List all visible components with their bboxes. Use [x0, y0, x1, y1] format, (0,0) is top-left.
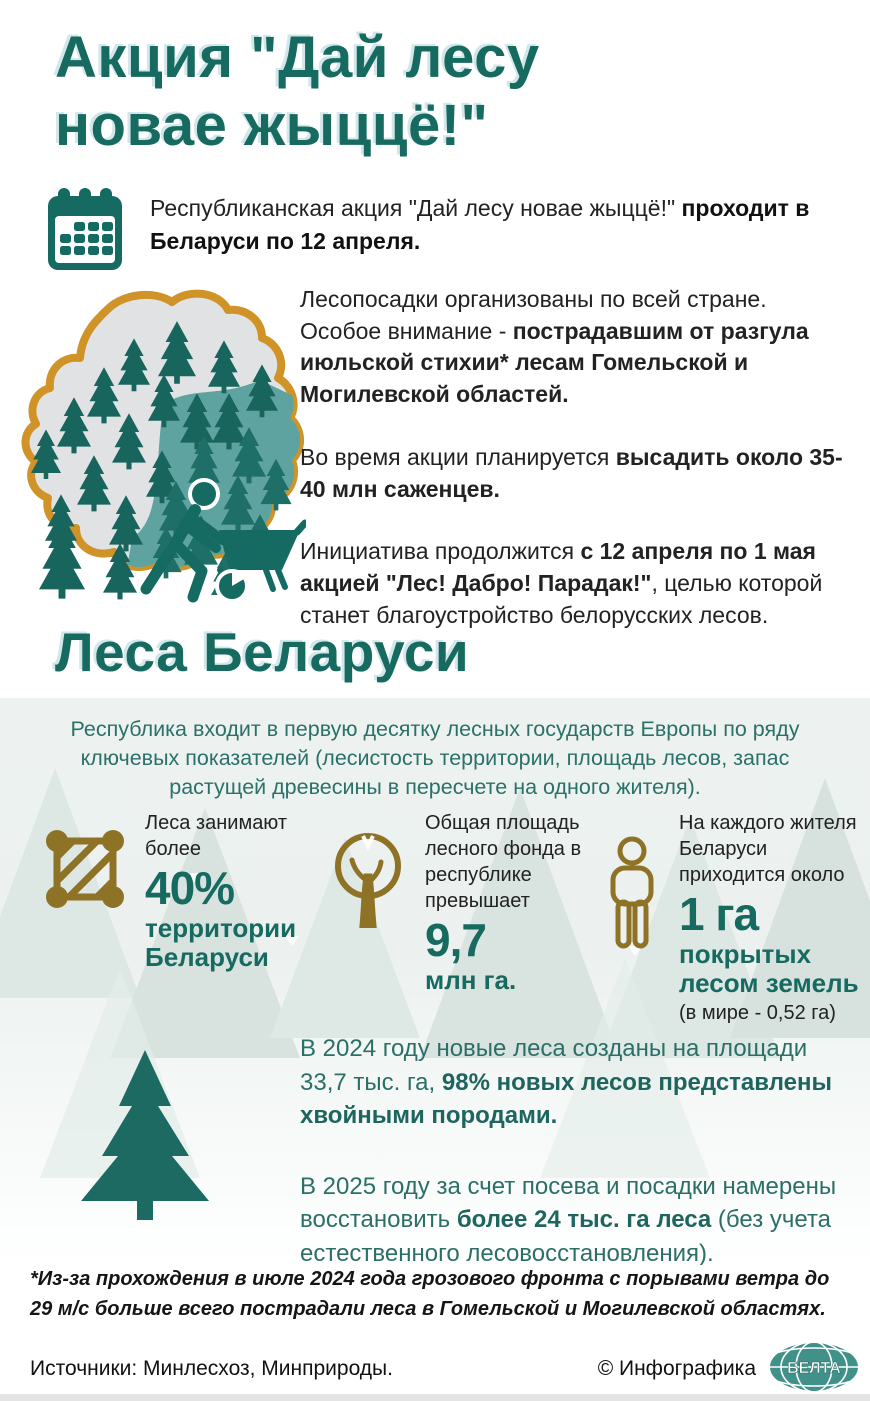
intro-regular: Республиканская акция "Дай лесу новае жыццё!"	[150, 195, 682, 221]
p2-bold: высадить около 35-40 млн саженцев.	[300, 443, 843, 502]
stat-intro: Леса занимают более	[145, 812, 288, 860]
tree-icon	[324, 832, 410, 933]
stat-forest-share	[40, 810, 313, 971]
about-paragraph-1	[300, 284, 848, 411]
stat-value: 9,7	[425, 914, 486, 966]
p1-regular: Лесопосадки организованы по всей стране. Особое внимание -	[300, 286, 767, 344]
intro-row	[46, 186, 846, 277]
intro-bold: проходит в Беларуси по 12 апреля.	[150, 195, 810, 254]
p2-regular: Во время акции планируется	[300, 443, 616, 470]
stat-forest-fund	[324, 810, 593, 995]
fir-tree-icon	[50, 1050, 240, 1227]
page-title-line1: Акция "Дай лесу	[55, 25, 540, 90]
credit-text: © Инфографика	[597, 1357, 756, 1380]
stat-label: территории Беларуси	[145, 913, 297, 972]
fact1-regular: В 2024 году новые леса созданы на площади 33,7 тыс. га,	[300, 1035, 808, 1096]
section-lead: Республика входит в первую десятку лесных государств Европы по ряду ключевых показателей (лесистость территории, площадь лесов, запас растущей древесины в пересчете на одного жителя).	[70, 717, 800, 799]
fact-2025	[300, 1170, 852, 1265]
about-paragraph-2	[300, 442, 848, 505]
stat-per-capita	[600, 810, 870, 1025]
about-paragraph-3	[300, 536, 848, 631]
footer	[30, 1340, 862, 1398]
stat-value: 40%	[145, 862, 235, 914]
p3-regular1: Инициатива продолжится	[300, 538, 581, 565]
area-icon	[40, 824, 130, 919]
credit-group	[598, 1338, 862, 1401]
fact2-bold: более 24 тыс. га леса	[456, 1206, 712, 1234]
page-title-line2: новае жыццё!"	[55, 92, 489, 158]
footnote: *Из-за прохождения в июле 2024 года грозового фронта с порывами ветра до 29 м/с больше всего пострадали леса в Гомельской и Могилевской областях.	[30, 1268, 830, 1320]
section-title: Леса Беларуси	[55, 621, 470, 683]
belarus-map-graphic	[14, 286, 306, 622]
fact1-bold: 98% новых лесов представлены хвойными породами.	[300, 1068, 832, 1130]
belta-logo	[766, 1338, 862, 1401]
calendar-icon	[46, 186, 124, 277]
bottom-divider	[0, 1394, 870, 1401]
fact2-regular2: (без учета естественного лесовосстановления).	[300, 1206, 832, 1265]
stat-note: (в мире - 0,52 га)	[679, 1002, 836, 1025]
stat-value: 1 га	[679, 888, 759, 940]
stat-label: млн га.	[425, 965, 517, 996]
intro-paragraph	[150, 186, 846, 277]
fact-2024	[300, 1032, 852, 1133]
page-title	[55, 24, 540, 160]
p3-regular2: , целью которой станет благоустройство белорусских лесов.	[300, 570, 823, 628]
about-column	[300, 284, 848, 663]
belta-logo-text: БЕЛТА	[787, 1359, 841, 1377]
facts-column	[300, 1032, 852, 1265]
stat-intro: Общая площадь лесного фонда в республике превышает	[425, 812, 582, 912]
fact2-regular1: В 2025 году за счет посева и посадки намерены восстановить	[300, 1172, 837, 1234]
person-icon	[600, 836, 664, 957]
stat-label: покрытых лесом земель	[679, 939, 859, 998]
stat-intro: На каждого жителя Беларуси приходится около	[679, 812, 857, 886]
p3-bold: с 12 апреля по 1 мая акцией "Лес! Дабро! Парадак!"	[300, 538, 816, 597]
p1-bold: пострадавшим от разгула июльской стихии* лесам Гомельской и Могилевской областей.	[300, 317, 809, 408]
sources-text: Источники: Минлесхоз, Минприроды.	[30, 1357, 393, 1380]
forest-stats-section	[0, 698, 870, 1265]
